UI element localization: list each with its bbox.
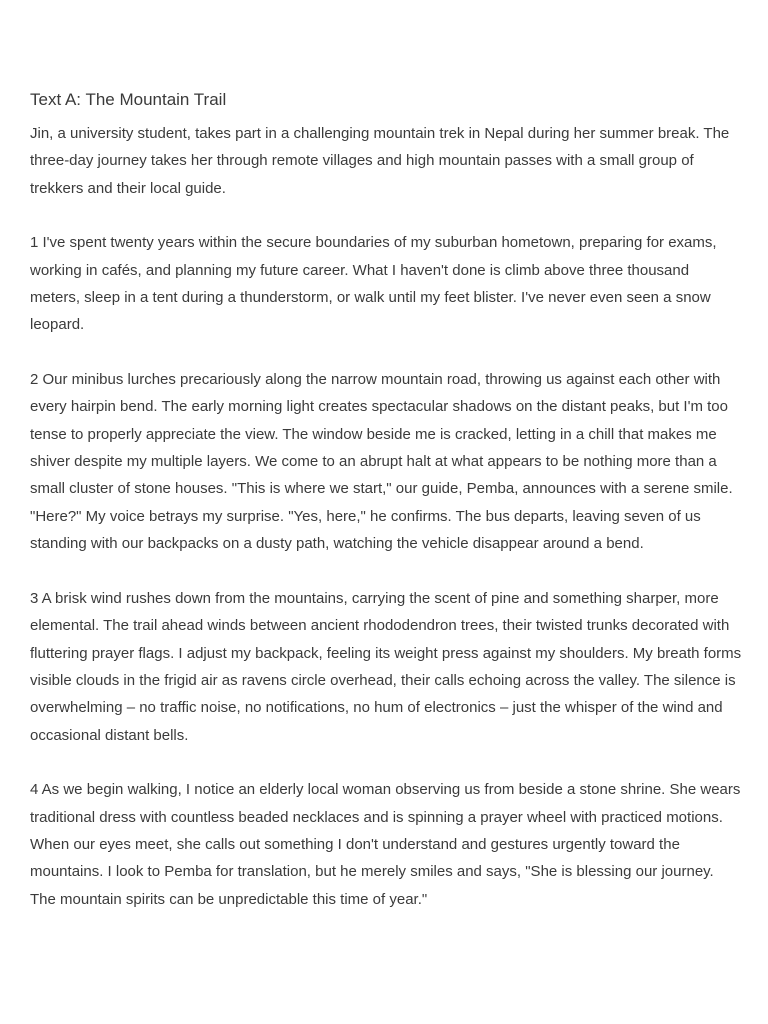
document-title: Text A: The Mountain Trail bbox=[30, 90, 227, 109]
document-body bbox=[30, 88, 742, 940]
intro-paragraph: Jin, a university student, takes part in a challenging mountain trek in Nepal during her summer break. The three-day journey takes her through remote villages and high mountain passes with a small group of trekkers and their local guide. bbox=[30, 125, 730, 197]
paragraph-1: 1 I've spent twenty years within the secure boundaries of my suburban hometown, preparing for exams, working in cafés, and planning my future career. What I haven't done is climb above three thousand meters, sleep in a tent during a thunderstorm, or walk until my feet blister. I've never even seen a snow leopard. bbox=[30, 234, 717, 334]
paragraph-3: 3 A brisk wind rushes down from the mountains, carrying the scent of pine and something sharper, more elemental. The trail ahead winds between ancient rhododendron trees, their twisted trunks decorated with fluttering prayer flags. I adjust my backpack, feeling its weight press against my shoulders. My breath forms visible clouds in the frigid air as ravens circle overhead, their calls echoing across the valley. The silence is overwhelming – no traffic noise, no notifications, no hum of electronics – just the whisper of the wind and occasional distant bells. bbox=[30, 589, 742, 744]
paragraph-4: 4 As we begin walking, I notice an elderly local woman observing us from beside a stone shrine. She wears traditional dress with countless beaded necklaces and is spinning a prayer wheel with practiced motions. When our eyes meet, she calls out something I don't understand and gestures urgently toward the mountains. I look to Pemba for translation, but he merely smiles and says, "She is blessing our journey. The mountain spirits can be unpredictable this time of year." bbox=[30, 781, 741, 908]
paragraph-2: 2 Our minibus lurches precariously along the narrow mountain road, throwing us against each other with every hairpin bend. The early morning light creates spectacular shadows on the distant peaks, but I'm too tense to properly appreciate the view. The window beside me is cracked, letting in a chill that makes me shiver despite my multiple layers. We come to an abrupt halt at what appears to be nothing more than a small cluster of stone houses. "This is where we start," our guide, Pemba, announces with a serene smile. "Here?" My voice betrays my surprise. "Yes, here," he confirms. The bus departs, leaving seven of us standing with our backpacks on a dusty path, watching the vehicle disappear around a bend. bbox=[30, 370, 733, 553]
